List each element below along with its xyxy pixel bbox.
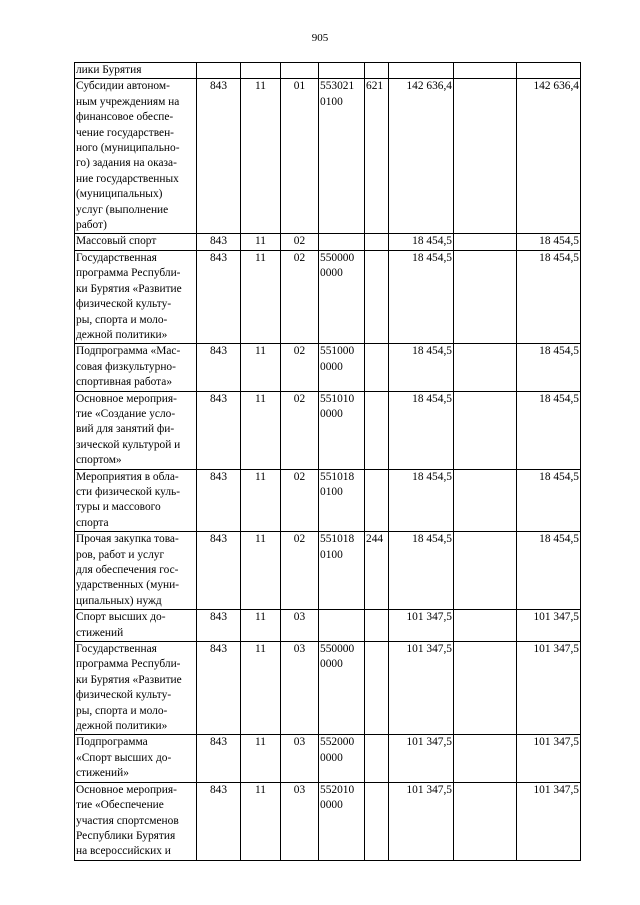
row-name-line: ного (муниципально- xyxy=(76,142,180,155)
row-name-line: на всероссийских и xyxy=(76,845,171,858)
amount-cell: 18 454,5 xyxy=(389,234,454,250)
table-row xyxy=(75,532,581,610)
target-article-cell xyxy=(319,610,365,642)
row-name-line: услуг (выполнение xyxy=(76,203,169,216)
amount-total-cell: 101 347,5 xyxy=(517,735,581,782)
amount-cell: 101 347,5 xyxy=(389,735,454,782)
target-article-line: 0000 xyxy=(320,799,343,812)
row-name-line: ров, работ и услуг xyxy=(76,548,165,561)
target-article-cell xyxy=(319,469,365,532)
row-name-line: Субсидии автоном- xyxy=(76,80,170,93)
amount-change-cell xyxy=(454,469,517,532)
section-code-cell: 11 xyxy=(241,79,281,234)
row-name-line: ние государственных xyxy=(76,172,179,185)
department-code-cell: 843 xyxy=(197,250,241,343)
row-name-cell xyxy=(75,735,197,782)
expense-type-cell xyxy=(365,63,389,79)
row-name-line: спортивная работа» xyxy=(76,376,173,389)
row-name-line: тие «Обеспечение xyxy=(76,799,164,812)
subsection-code-cell: 02 xyxy=(281,250,319,343)
table-row xyxy=(75,469,581,532)
row-name-line: тие «Создание усло- xyxy=(76,407,176,420)
target-article-cell xyxy=(319,391,365,469)
subsection-code-cell: 03 xyxy=(281,610,319,642)
amount-cell: 18 454,5 xyxy=(389,532,454,610)
row-name-line: Государственная xyxy=(76,251,157,264)
table-body xyxy=(75,63,581,861)
row-name-line: «Спорт высших до- xyxy=(76,751,172,764)
expense-type-cell xyxy=(365,469,389,532)
row-name-cell xyxy=(75,63,197,79)
department-code-cell: 843 xyxy=(197,735,241,782)
subsection-code-cell: 02 xyxy=(281,234,319,250)
row-name-line: Государственная xyxy=(76,643,157,656)
expense-type-cell xyxy=(365,610,389,642)
amount-total-cell: 18 454,5 xyxy=(517,234,581,250)
target-article-line: 0100 xyxy=(320,95,343,108)
budget-table xyxy=(74,62,581,861)
row-name-cell xyxy=(75,391,197,469)
amount-cell: 18 454,5 xyxy=(389,469,454,532)
row-name-line: спортом» xyxy=(76,454,122,467)
row-name-line: зической культурой и xyxy=(76,438,181,451)
amount-total-cell: 101 347,5 xyxy=(517,610,581,642)
row-name-line: лики Бурятия xyxy=(76,64,142,76)
amount-total-cell: 101 347,5 xyxy=(517,642,581,735)
department-code-cell: 843 xyxy=(197,391,241,469)
amount-change-cell xyxy=(454,63,517,79)
table-row xyxy=(75,79,581,234)
section-code-cell: 11 xyxy=(241,532,281,610)
table-row xyxy=(75,391,581,469)
target-article-line: 0000 xyxy=(320,360,343,373)
row-name-line: Прочая закупка това- xyxy=(76,533,179,546)
section-code-cell: 11 xyxy=(241,610,281,642)
expense-type-cell xyxy=(365,642,389,735)
target-article-line: 550000 xyxy=(320,643,355,656)
row-name-cell xyxy=(75,469,197,532)
table-row xyxy=(75,250,581,343)
department-code-cell: 843 xyxy=(197,469,241,532)
amount-total-cell: 18 454,5 xyxy=(517,469,581,532)
row-name-line: сти физической куль- xyxy=(76,485,181,498)
target-article-line: 550000 xyxy=(320,251,355,264)
expense-type-cell xyxy=(365,782,389,860)
amount-change-cell xyxy=(454,642,517,735)
row-name-line: ным учреждениям на xyxy=(76,95,180,108)
table-row xyxy=(75,344,581,391)
expense-type-cell xyxy=(365,234,389,250)
row-name-line: (муниципальных) xyxy=(76,188,163,201)
target-article-line: 0000 xyxy=(320,751,343,764)
amount-total-cell xyxy=(517,63,581,79)
row-name-line: ки Бурятия «Развитие xyxy=(76,673,182,686)
row-name-line: Мероприятия в обла- xyxy=(76,470,179,483)
table-row xyxy=(75,782,581,860)
amount-cell: 18 454,5 xyxy=(389,391,454,469)
target-article-cell xyxy=(319,782,365,860)
row-name-line: Подпрограмма xyxy=(76,736,148,749)
amount-change-cell xyxy=(454,79,517,234)
amount-cell: 101 347,5 xyxy=(389,782,454,860)
amount-change-cell xyxy=(454,782,517,860)
target-article-line: 552000 xyxy=(320,736,355,749)
row-name-line: стижений» xyxy=(76,767,129,780)
department-code-cell: 843 xyxy=(197,532,241,610)
row-name-line: Спорт высших до- xyxy=(76,611,166,624)
section-code-cell: 11 xyxy=(241,250,281,343)
row-name-line: стижений xyxy=(76,626,124,639)
amount-cell: 142 636,4 xyxy=(389,79,454,234)
page-number: 905 xyxy=(311,32,329,44)
row-name-line: ципальных) нужд xyxy=(76,594,162,607)
section-code-cell: 11 xyxy=(241,344,281,391)
row-name-cell xyxy=(75,234,197,250)
row-name-line: спорта xyxy=(76,516,109,529)
row-name-cell xyxy=(75,250,197,343)
expense-type-cell xyxy=(365,250,389,343)
row-name-line: чение государствен- xyxy=(76,126,174,139)
target-article-line: 552010 xyxy=(320,783,355,796)
row-name-cell xyxy=(75,344,197,391)
row-name-line: вий для занятий фи- xyxy=(76,423,175,436)
subsection-code-cell: 02 xyxy=(281,391,319,469)
table-row xyxy=(75,610,581,642)
expense-type-cell: 621 xyxy=(365,79,389,234)
subsection-code-cell: 02 xyxy=(281,344,319,391)
amount-cell xyxy=(389,63,454,79)
target-article-line: 551018 xyxy=(320,533,355,546)
row-name-line: ры, спорта и моло- xyxy=(76,704,168,717)
target-article-cell xyxy=(319,250,365,343)
row-name-line: программа Республи- xyxy=(76,267,181,280)
target-article-line: 0000 xyxy=(320,407,343,420)
table-row xyxy=(75,735,581,782)
section-code-cell: 11 xyxy=(241,234,281,250)
target-article-cell xyxy=(319,735,365,782)
expense-type-cell xyxy=(365,735,389,782)
target-article-line: 0100 xyxy=(320,485,343,498)
target-article-cell xyxy=(319,79,365,234)
section-code-cell: 11 xyxy=(241,469,281,532)
target-article-line: 551000 xyxy=(320,345,355,358)
department-code-cell: 843 xyxy=(197,642,241,735)
department-code-cell xyxy=(197,63,241,79)
amount-change-cell xyxy=(454,344,517,391)
target-article-cell xyxy=(319,344,365,391)
row-name-line: участия спортсменов xyxy=(76,814,179,827)
row-name-line: программа Республи- xyxy=(76,658,181,671)
amount-change-cell xyxy=(454,735,517,782)
department-code-cell: 843 xyxy=(197,344,241,391)
section-code-cell: 11 xyxy=(241,391,281,469)
department-code-cell: 843 xyxy=(197,79,241,234)
row-name-line: Основное мероприя- xyxy=(76,392,177,405)
subsection-code-cell: 03 xyxy=(281,642,319,735)
row-name-line: физической культу- xyxy=(76,298,172,311)
amount-total-cell: 101 347,5 xyxy=(517,782,581,860)
row-name-line: ки Бурятия «Развитие xyxy=(76,282,182,295)
target-article-line: 0100 xyxy=(320,548,343,561)
amount-total-cell: 18 454,5 xyxy=(517,391,581,469)
row-name-line: для обеспечения гос- xyxy=(76,564,179,576)
table-row xyxy=(75,63,581,79)
table-row xyxy=(75,642,581,735)
row-name-line: работ) xyxy=(76,219,107,232)
row-name-line: го) задания на оказа- xyxy=(76,157,177,170)
amount-total-cell: 18 454,5 xyxy=(517,250,581,343)
target-article-cell xyxy=(319,642,365,735)
target-article-line: 0000 xyxy=(320,658,343,671)
table-row xyxy=(75,234,581,250)
amount-cell: 101 347,5 xyxy=(389,642,454,735)
row-name-cell xyxy=(75,79,197,234)
target-article-line: 551010 xyxy=(320,392,355,405)
row-name-line: дежной политики» xyxy=(76,720,168,733)
target-article-line: 551018 xyxy=(320,470,355,483)
subsection-code-cell xyxy=(281,63,319,79)
row-name-cell xyxy=(75,532,197,610)
target-article-line: 553021 xyxy=(320,80,355,93)
subsection-code-cell: 02 xyxy=(281,532,319,610)
amount-change-cell xyxy=(454,610,517,642)
department-code-cell: 843 xyxy=(197,234,241,250)
row-name-line: Массовый спорт xyxy=(76,235,157,248)
amount-total-cell: 18 454,5 xyxy=(517,532,581,610)
expense-type-cell xyxy=(365,391,389,469)
amount-total-cell: 18 454,5 xyxy=(517,344,581,391)
expense-type-cell: 244 xyxy=(365,532,389,610)
section-code-cell: 11 xyxy=(241,642,281,735)
amount-cell: 101 347,5 xyxy=(389,610,454,642)
department-code-cell: 843 xyxy=(197,610,241,642)
amount-cell: 18 454,5 xyxy=(389,250,454,343)
row-name-cell xyxy=(75,782,197,860)
subsection-code-cell: 03 xyxy=(281,782,319,860)
row-name-line: туры и массового xyxy=(76,501,161,514)
target-article-cell xyxy=(319,63,365,79)
subsection-code-cell: 02 xyxy=(281,469,319,532)
section-code-cell xyxy=(241,63,281,79)
row-name-cell xyxy=(75,610,197,642)
amount-change-cell xyxy=(454,250,517,343)
row-name-cell xyxy=(75,642,197,735)
target-article-line: 0000 xyxy=(320,267,343,280)
amount-total-cell: 142 636,4 xyxy=(517,79,581,234)
section-code-cell: 11 xyxy=(241,782,281,860)
row-name-line: совая физкультурно- xyxy=(76,360,176,373)
department-code-cell: 843 xyxy=(197,782,241,860)
amount-change-cell xyxy=(454,234,517,250)
row-name-line: дежной политики» xyxy=(76,328,168,341)
row-name-line: Подпрограмма «Мас- xyxy=(76,345,181,358)
amount-change-cell xyxy=(454,391,517,469)
row-name-line: финансовое обеспе- xyxy=(76,111,174,124)
row-name-line: физической культу- xyxy=(76,689,172,702)
row-name-line: ударственных (муни- xyxy=(76,579,179,592)
expense-type-cell xyxy=(365,344,389,391)
target-article-cell xyxy=(319,234,365,250)
row-name-line: ры, спорта и моло- xyxy=(76,313,168,326)
amount-change-cell xyxy=(454,532,517,610)
section-code-cell: 11 xyxy=(241,735,281,782)
subsection-code-cell: 03 xyxy=(281,735,319,782)
row-name-line: Республики Бурятия xyxy=(76,829,176,842)
target-article-cell xyxy=(319,532,365,610)
amount-cell: 18 454,5 xyxy=(389,344,454,391)
row-name-line: Основное мероприя- xyxy=(76,783,177,796)
subsection-code-cell: 01 xyxy=(281,79,319,234)
